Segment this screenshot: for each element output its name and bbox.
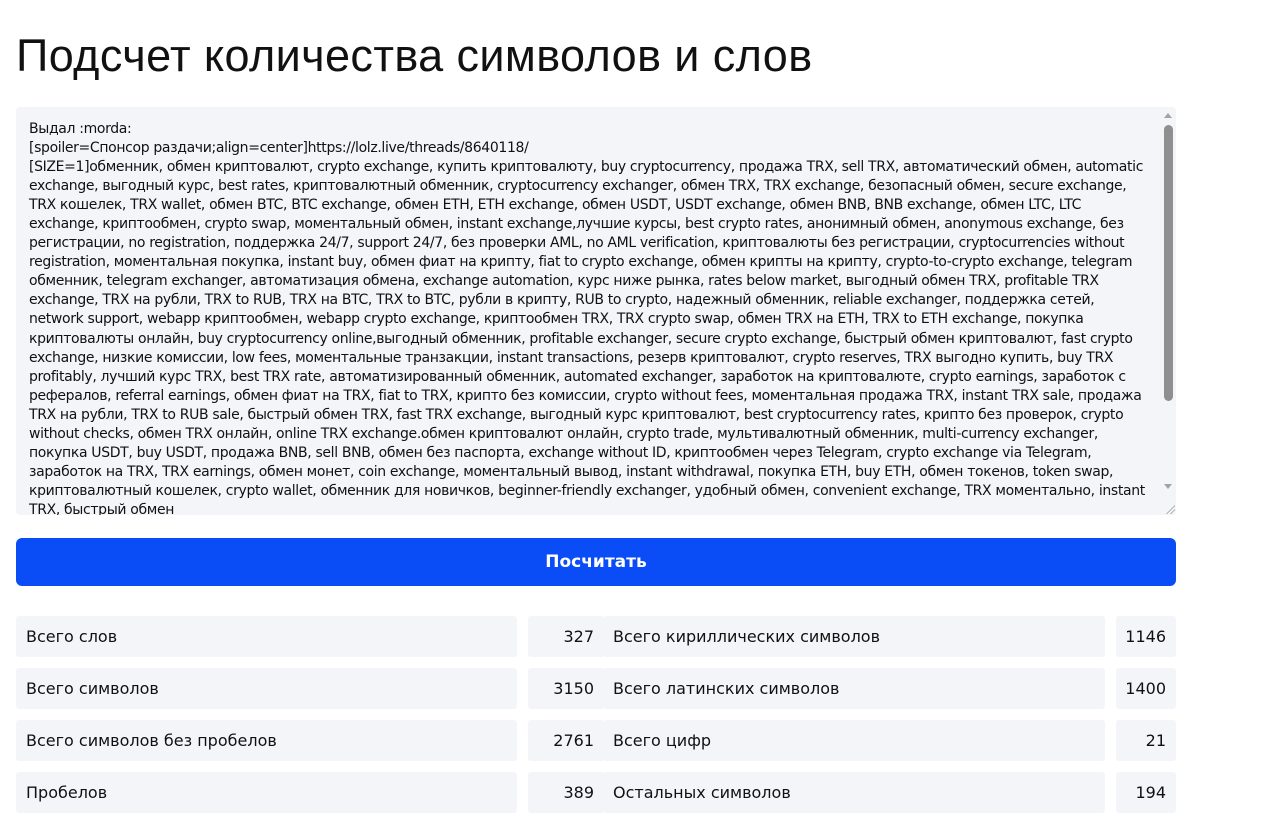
text-input[interactable] xyxy=(16,107,1161,515)
stat-value: 327 xyxy=(528,616,604,657)
stat-value: 21 xyxy=(1116,720,1176,761)
text-input-container xyxy=(16,107,1176,515)
page-title: Подсчет количества символов и слов xyxy=(16,30,813,81)
resize-grip-icon[interactable] xyxy=(1165,504,1175,514)
scroll-thumb[interactable] xyxy=(1164,125,1173,401)
stat-label: Остальных символов xyxy=(603,772,1105,813)
scroll-up-arrow-icon[interactable] xyxy=(1164,113,1172,118)
stat-label: Всего символов без пробелов xyxy=(16,720,517,761)
text-input-scrollbar[interactable] xyxy=(1161,107,1176,515)
count-button[interactable]: Посчитать xyxy=(16,538,1176,586)
stat-value: 2761 xyxy=(528,720,604,761)
stat-value: 194 xyxy=(1116,772,1176,813)
stat-value: 1146 xyxy=(1116,616,1176,657)
stat-value: 1400 xyxy=(1116,668,1176,709)
stat-value: 389 xyxy=(528,772,604,813)
scroll-down-arrow-icon[interactable] xyxy=(1164,484,1172,489)
stat-label: Всего кириллических символов xyxy=(603,616,1105,657)
stat-label: Всего цифр xyxy=(603,720,1105,761)
stat-label: Всего латинских символов xyxy=(603,668,1105,709)
stat-label: Пробелов xyxy=(16,772,517,813)
stat-label: Всего символов xyxy=(16,668,517,709)
stat-value: 3150 xyxy=(528,668,604,709)
stat-label: Всего слов xyxy=(16,616,517,657)
